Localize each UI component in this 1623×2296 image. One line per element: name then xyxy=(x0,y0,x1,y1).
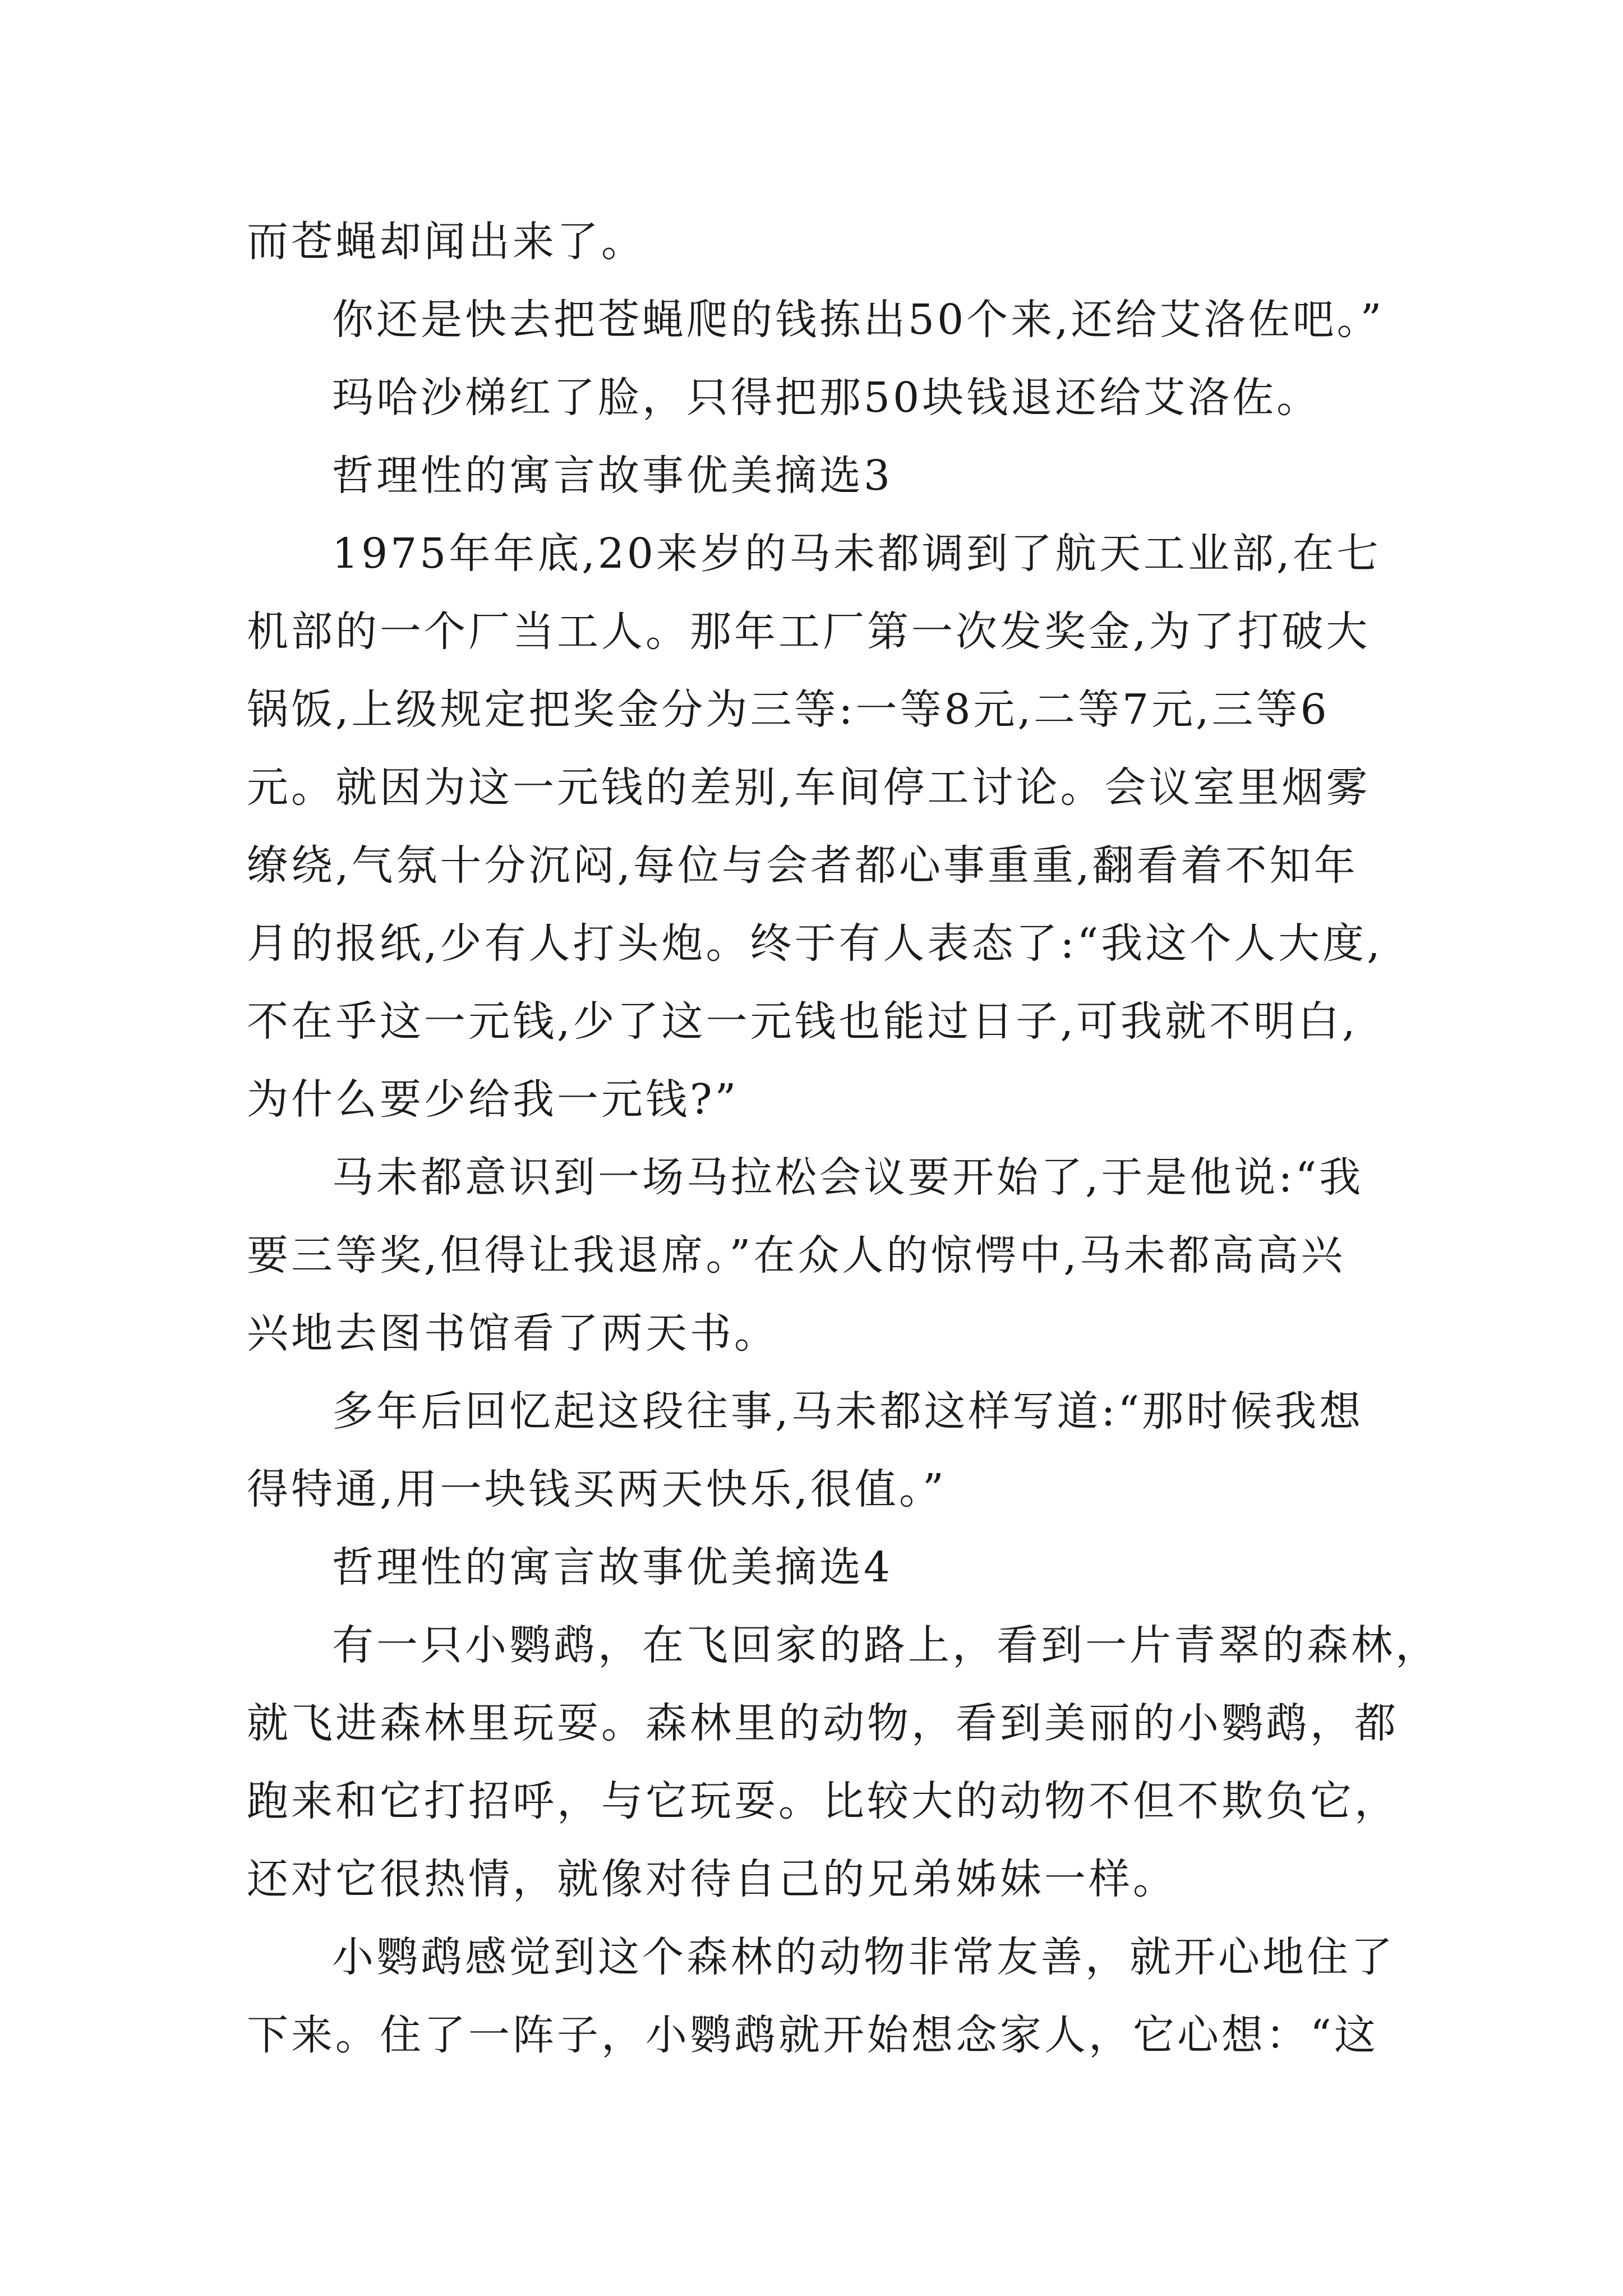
text-line: 而苍蝇却闻出来了。 xyxy=(247,218,645,266)
text-line: 月的报纸,少有人打头炮。终于有人表态了:“我这个人大度, xyxy=(247,919,1383,968)
text-line: 为什么要少给我一元钱?” xyxy=(247,1075,739,1124)
text-line: 跑来和它打招呼，与它玩耍。比较大的动物不但不欺负它， xyxy=(247,1777,1399,1825)
document-body xyxy=(247,203,1440,2074)
text-line: 要三等奖,但得让我退席。”在众人的惊愕中,马未都高高兴 xyxy=(247,1231,1345,1280)
text-line: 元。就因为这一元钱的差别,车间停工讨论。会议室里烟雾 xyxy=(247,763,1371,812)
text-line: 就飞进森林里玩耍。森林里的动物，看到美丽的小鹦鹉，都 xyxy=(247,1699,1399,1747)
text-line: 1975年年底,20来岁的马未都调到了航天工业部,在七 xyxy=(332,530,1381,578)
text-line: 得特通,用一块钱买两天快乐,很值。” xyxy=(247,1465,947,1513)
text-line: 下来。住了一阵子，小鹦鹉就开始想念家人，它心想：“这 xyxy=(247,2011,1378,2059)
text-line: 马未都意识到一场马拉松会议要开始了,于是他说:“我 xyxy=(332,1153,1364,1202)
text-line: 玛哈沙梯红了脸，只得把那50块钱退还给艾洛佐。 xyxy=(332,374,1321,422)
text-line: 兴地去图书馆看了两天书。 xyxy=(247,1309,778,1358)
text-line: 你还是快去把苍蝇爬的钱拣出50个来,还给艾洛佐吧。” xyxy=(332,296,1385,344)
text-line: 缭绕,气氛十分沉闷,每位与会者都心事重重,翻看着不知年 xyxy=(247,841,1358,890)
text-line: 机部的一个厂当工人。那年工厂第一次发奖金,为了打破大 xyxy=(247,608,1371,656)
text-line: 小鹦鹉感觉到这个森林的动物非常友善，就开心地住了 xyxy=(332,1933,1395,1981)
text-line: 锅饭,上级规定把奖金分为三等:一等8元,二等7元,三等6 xyxy=(247,685,1330,734)
text-line: 还对它很热情，就像对待自己的兄弟姊妹一样。 xyxy=(247,1855,1177,1903)
section-heading: 哲理性的寓言故事优美摘选3 xyxy=(332,452,893,500)
text-line: 有一只小鹦鹉，在飞回家的路上，看到一片青翠的森林， xyxy=(332,1621,1440,1669)
text-line: 不在乎这一元钱,少了这一元钱也能过日子,可我就不明白, xyxy=(247,997,1358,1046)
section-heading: 哲理性的寓言故事优美摘选4 xyxy=(332,1543,893,1591)
text-line: 多年后回忆起这段往事,马未都这样写道:“那时候我想 xyxy=(332,1387,1364,1435)
